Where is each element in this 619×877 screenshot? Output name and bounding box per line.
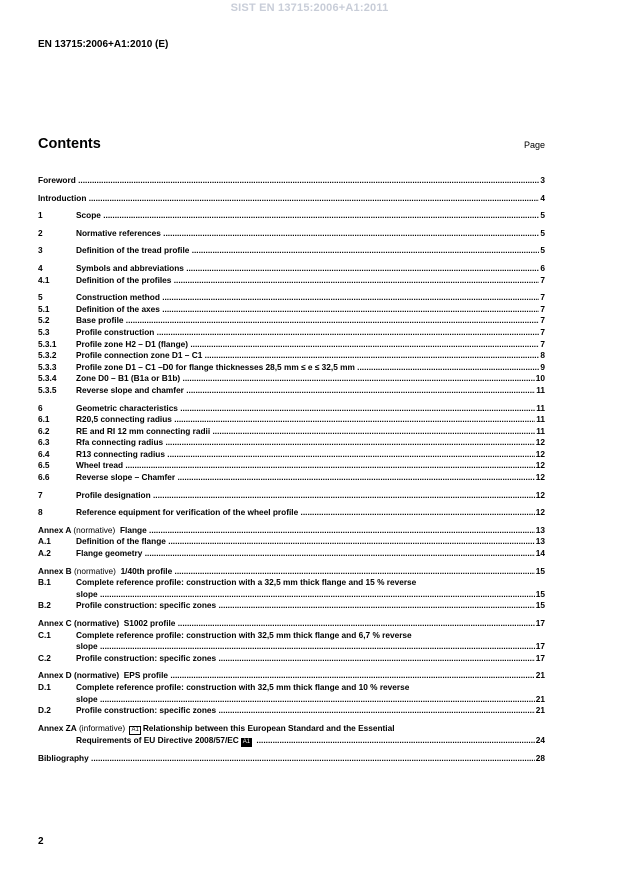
- a2-number: A.2: [38, 548, 51, 559]
- a1-page: 13: [535, 536, 545, 547]
- toc-entry-page: 11: [536, 414, 545, 425]
- toc-entry-title: Profile designation .....: [76, 490, 535, 502]
- toc-entry-page: 12: [535, 507, 545, 518]
- c2-title: Profile construction: specific zones .....: [76, 653, 535, 665]
- toc-entry-title: R13 connecting radius .....: [76, 449, 535, 461]
- annex-za-type: (informative): [79, 722, 126, 733]
- toc-entry-annex-d[interactable]: [38, 670, 545, 682]
- toc-entry-number: 3: [38, 245, 43, 256]
- toc-entry-number: 7: [38, 489, 43, 500]
- toc-entry[interactable]: [38, 275, 545, 287]
- d1-page: 21: [535, 693, 545, 704]
- toc-entry-number: 6.4: [38, 448, 50, 459]
- annex-a-page: 13: [535, 524, 545, 535]
- toc-entry-page: 12: [535, 437, 545, 448]
- toc-entry-page: 5: [540, 245, 545, 256]
- toc-entry[interactable]: [38, 414, 545, 426]
- toc-entry-title: Foreword .....: [38, 175, 539, 187]
- d1-title-line2: slope .....: [76, 694, 535, 706]
- b2-number: B.2: [38, 600, 51, 611]
- bibliography-title: Bibliography .....: [38, 753, 535, 765]
- toc-entry-title: Profile connection zone D1 – C1 .....: [76, 350, 539, 362]
- annex-a-label: Annex A: [38, 524, 72, 535]
- toc-entry-page: 9: [540, 361, 545, 372]
- b2-title: Profile construction: specific zones .....: [76, 600, 535, 612]
- toc-entry-annex-c[interactable]: [38, 618, 545, 630]
- toc-entry-d1-line2[interactable]: [38, 694, 545, 706]
- toc-entry-title: Definition of the tread profile .....: [76, 245, 539, 257]
- toc-entry-number: 6: [38, 402, 43, 413]
- annex-a-title: Flange: [119, 524, 147, 535]
- toc-entry[interactable]: [38, 507, 545, 519]
- amendment-end-icon: A1: [242, 738, 251, 745]
- toc-entry-title: Symbols and abbreviations .....: [76, 263, 539, 275]
- toc-entry-page: 8: [540, 350, 545, 361]
- toc-entry-title: Base profile .....: [76, 315, 539, 327]
- toc-entry-b1-line2[interactable]: [38, 589, 545, 601]
- b2-page: 15: [535, 600, 545, 611]
- annex-a-type: (normative): [73, 524, 116, 535]
- annex-c-page: 17: [535, 618, 545, 628]
- toc-entry-title: Construction method .....: [76, 292, 539, 304]
- toc-entry-number: 5.3.5: [38, 384, 57, 395]
- toc-entry-a2[interactable]: [38, 548, 545, 560]
- table-of-contents: [38, 175, 545, 764]
- page-number: 2: [38, 836, 44, 847]
- toc-entry-page: 7: [540, 274, 545, 285]
- annex-b-page: 15: [535, 565, 545, 576]
- toc-entry-number: 5.3.2: [38, 350, 57, 361]
- toc-entry-number: 6.5: [38, 460, 50, 471]
- toc-entry-page: 12: [535, 489, 545, 500]
- toc-entry[interactable]: [38, 472, 545, 484]
- c1-number: C.1: [38, 629, 51, 640]
- toc-entry-page: 7: [540, 315, 545, 326]
- toc-entry-annex-za-line1[interactable]: [38, 723, 545, 735]
- toc-entry-page: 7: [540, 303, 545, 314]
- toc-entry[interactable]: [38, 426, 545, 438]
- toc-entry-d2[interactable]: [38, 705, 545, 717]
- toc-entry[interactable]: [38, 490, 545, 502]
- toc-entry-page: 12: [535, 448, 545, 459]
- toc-entry[interactable]: [38, 449, 545, 461]
- d2-number: D.2: [38, 705, 51, 716]
- toc-entry-page: 7: [540, 338, 545, 349]
- toc-entry-c1-line1[interactable]: [38, 630, 545, 642]
- annex-b-type: (normative): [73, 565, 116, 576]
- annex-d-page: 21: [535, 670, 545, 681]
- toc-entry-title: Profile construction .....: [76, 327, 539, 339]
- toc-entry-title: Definition of the profiles .....: [76, 275, 539, 287]
- b1-title-line1: Complete reference profile: construction with a 32,5 mm thick flange and 15 % reverse: [76, 577, 417, 588]
- toc-entry[interactable]: [38, 292, 545, 304]
- toc-entry-title: Definition of the axes .....: [76, 304, 539, 316]
- toc-entry-title: Zone D0 – B1 (B1a or B1b) .....: [76, 373, 535, 385]
- toc-entry-title: Reference equipment for verification of the wheel profile .....: [76, 507, 535, 519]
- toc-entry-annex-za-line2[interactable]: [38, 735, 545, 747]
- toc-entry[interactable]: [38, 339, 545, 351]
- toc-entry-number: 4.1: [38, 274, 50, 285]
- d2-title: Profile construction: specific zones .....: [76, 705, 535, 717]
- toc-entry-bibliography[interactable]: [38, 753, 545, 765]
- c1-title-line1: Complete reference profile: construction with 32,5 mm thick flange and 6,7 % reverse: [76, 629, 412, 640]
- a2-page: 14: [535, 548, 545, 559]
- toc-entry-title: RE and RI 12 mm connecting radii .....: [76, 426, 535, 438]
- document-id: EN 13715:2006+A1:2010 (E): [38, 39, 169, 50]
- toc-entry-number: 6.2: [38, 425, 50, 436]
- toc-entry-number: 4: [38, 262, 43, 273]
- toc-entry[interactable]: [38, 350, 545, 362]
- toc-entry-page: 11: [536, 384, 545, 395]
- toc-entry[interactable]: [38, 315, 545, 327]
- toc-entry-number: 6.6: [38, 472, 50, 483]
- toc-entry[interactable]: [38, 437, 545, 449]
- toc-entry-a1[interactable]: [38, 536, 545, 548]
- annex-za-title-line2: Requirements of EU Directive 2008/57/EC: [76, 734, 239, 745]
- annex-d-label: Annex D (normative): [38, 670, 120, 681]
- annex-b-label: Annex B: [38, 565, 72, 576]
- toc-entry-number: 5.3.1: [38, 338, 57, 349]
- toc-entry-number: 5.3: [38, 326, 50, 337]
- toc-entry-number: 5.3.4: [38, 373, 57, 384]
- toc-entry-number: 5: [38, 292, 43, 303]
- toc-entry-page: 12: [535, 460, 545, 471]
- toc-entry-page: 11: [536, 425, 545, 436]
- annex-c-label: Annex C (normative): [38, 618, 120, 628]
- c1-page: 17: [535, 641, 545, 652]
- b1-number: B.1: [38, 577, 51, 588]
- toc-entry[interactable]: [38, 403, 545, 415]
- toc-entry[interactable]: [38, 245, 545, 257]
- toc-entry-title: Profile zone D1 – C1 –D0 for flange thicknesses 28,5 mm ≤ e ≤ 32,5 mm .....: [76, 362, 539, 374]
- toc-entry[interactable]: [38, 385, 545, 397]
- toc-entry[interactable]: [38, 175, 545, 187]
- toc-entry[interactable]: [38, 373, 545, 385]
- toc-entry-page: 10: [535, 373, 545, 384]
- c2-number: C.2: [38, 652, 51, 663]
- toc-entry-title: Reverse slope and chamfer .....: [76, 385, 535, 397]
- toc-entry-page: 4: [540, 192, 545, 203]
- d2-page: 21: [535, 705, 545, 716]
- toc-entry[interactable]: [38, 304, 545, 316]
- a1-number: A.1: [38, 536, 51, 547]
- toc-entry-page: 12: [535, 472, 545, 483]
- annex-b-title: 1/40th profile: [120, 565, 173, 576]
- d1-number: D.1: [38, 681, 51, 692]
- toc-entry-page: 7: [540, 326, 545, 337]
- c1-title-line2: slope .....: [76, 641, 535, 653]
- toc-entry[interactable]: [38, 210, 545, 222]
- toc-entry-title: Normative references .....: [76, 228, 539, 240]
- toc-entry[interactable]: [38, 327, 545, 339]
- toc-entry-number: 5.2: [38, 315, 50, 326]
- toc-entry-title: Introduction .....: [38, 193, 539, 205]
- annex-za-title-line1: Relationship between this European Standard and the Essential: [142, 722, 395, 733]
- toc-entry-c1-line2[interactable]: [38, 641, 545, 653]
- toc-entry-number: 6.3: [38, 437, 50, 448]
- toc-entry-number: 5.1: [38, 303, 50, 314]
- toc-entry-c2[interactable]: [38, 653, 545, 665]
- toc-entry-number: 1: [38, 210, 43, 221]
- watermark: SIST EN 13715:2006+A1:2011: [230, 2, 389, 14]
- d1-title-line1: Complete reference profile: construction with 32,5 mm thick flange and 10 % reverse: [76, 681, 410, 692]
- toc-entry-title: Rfa connecting radius .....: [76, 437, 535, 449]
- toc-entry-number: 2: [38, 227, 43, 238]
- toc-entry-number: 5.3.3: [38, 361, 57, 372]
- a2-title: Flange geometry .....: [76, 548, 535, 560]
- toc-main-entries: [38, 175, 545, 519]
- toc-entry-page: 6: [540, 262, 545, 273]
- toc-entry-title: Scope .....: [76, 210, 539, 222]
- c2-page: 17: [535, 652, 545, 663]
- b1-page: 15: [535, 588, 545, 599]
- toc-entry-d1-line1[interactable]: [38, 682, 545, 694]
- toc-entry-annex-a[interactable]: [38, 525, 545, 537]
- annex-c-title: S1002 profile: [123, 618, 176, 628]
- toc-entry-page: 3: [540, 175, 545, 185]
- toc-entry-annex-b[interactable]: [38, 566, 545, 578]
- toc-entry-title: Wheel tread .....: [76, 460, 535, 472]
- bibliography-page: 28: [535, 752, 545, 763]
- a1-title: Definition of the flange .....: [76, 536, 535, 548]
- annex-za-label: Annex ZA: [38, 722, 77, 733]
- toc-entry-title: R20,5 connecting radius .....: [76, 414, 535, 426]
- toc-entry-page: 7: [540, 292, 545, 303]
- contents-heading: Contents: [38, 136, 101, 152]
- toc-entry[interactable]: [38, 228, 545, 240]
- annex-za-page: 24: [535, 734, 545, 745]
- toc-entry-page: 11: [536, 402, 545, 413]
- toc-entry[interactable]: [38, 193, 545, 205]
- page-column-label: Page: [523, 140, 545, 150]
- toc-entry-number: 8: [38, 507, 43, 518]
- amendment-start-icon: A1: [131, 726, 139, 733]
- b1-title-line2: slope .....: [76, 589, 535, 601]
- toc-entry[interactable]: [38, 263, 545, 275]
- toc-entry-b2[interactable]: [38, 600, 545, 612]
- toc-entry-title: Reverse slope – Chamfer .....: [76, 472, 535, 484]
- toc-entry-page: 5: [540, 227, 545, 238]
- annex-d-title: EPS profile: [123, 670, 169, 681]
- toc-entry-title: Geometric characteristics .....: [76, 403, 535, 415]
- toc-entry-number: 6.1: [38, 414, 50, 425]
- toc-entry-title: Profile zone H2 – D1 (flange) .....: [76, 339, 539, 351]
- toc-entry-page: 5: [540, 210, 545, 221]
- toc-entry-b1-line1[interactable]: [38, 577, 545, 589]
- toc-entry[interactable]: [38, 362, 545, 374]
- toc-entry[interactable]: [38, 460, 545, 472]
